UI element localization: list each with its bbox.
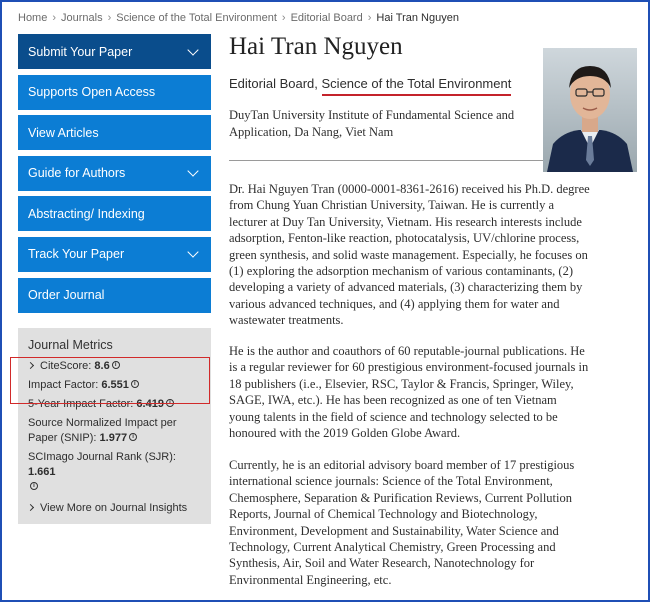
submit-paper-button[interactable]: [18, 34, 211, 69]
breadcrumb: [18, 12, 459, 24]
five-year-value: 6.419: [136, 398, 164, 410]
abstracting-indexing-button[interactable]: [18, 196, 211, 231]
metrics-title: Journal Metrics: [28, 338, 113, 352]
track-paper-button[interactable]: [18, 237, 211, 272]
snip-value: 1.977: [99, 432, 128, 444]
citescore-value: 8.6: [94, 360, 110, 372]
sidebar-item-label: Submit Your Paper: [28, 44, 133, 59]
profile-role: [229, 76, 511, 91]
chevron-down-icon: [187, 44, 198, 55]
info-icon[interactable]: i: [112, 361, 120, 369]
chevron-down-icon: [187, 166, 198, 177]
order-journal-button[interactable]: [18, 278, 211, 313]
breadcrumb-current: Hai Tran Nguyen: [376, 12, 459, 24]
info-icon[interactable]: i: [129, 433, 137, 441]
info-icon[interactable]: i: [166, 399, 174, 407]
profile-name: Hai Tran Nguyen: [229, 33, 403, 60]
view-articles-button[interactable]: [18, 115, 211, 150]
breadcrumb-journals[interactable]: Journals: [61, 12, 103, 24]
chevron-right-icon: ›: [281, 12, 286, 24]
journal-link[interactable]: Science of the Total Environment: [322, 76, 512, 96]
chevron-right-icon: ›: [52, 12, 57, 24]
profile-affiliation: DuyTan University Institute of Fundamental Science and Application, Da Nang, Viet Nam: [229, 108, 515, 139]
sidebar-item-label: Order Journal: [28, 288, 105, 303]
snip-label: Source Normalized Impact per Paper (SNIP):: [28, 417, 177, 444]
journal-insights-link[interactable]: [28, 501, 201, 516]
chevron-right-icon: [27, 504, 34, 511]
sidebar-item-label: View Articles: [28, 125, 99, 140]
chevron-right-icon: ›: [367, 12, 372, 24]
sjr-row: [28, 450, 201, 495]
breadcrumb-editorial-board[interactable]: Editorial Board: [290, 12, 363, 24]
bio-paragraph: Dr. Hai Nguyen Tran (0000-0001-8361-2616) received his Ph.D. degree from Chung Yuan Christian University, Taiwan. He is currently a lecturer at Duy Tan University, Vietnam. His research interests include adsorption, Fenton-like reaction, photocatalysis, UV/chlorine process, green synthesis, and solid waste management. Especially, he focuses on (1) exploring the adsorption mechanism of various contaminants, (2) developing a variety of advanced materials, (3) characterizing them by various advanced techniques, and (4) applying them for water and wastewater treatments.: [229, 182, 590, 328]
breadcrumb-journal[interactable]: Science of the Total Environment: [116, 12, 277, 24]
snip-row: [28, 416, 201, 446]
impact-factor-value: 6.551: [101, 379, 129, 391]
sidebar-item-label: Supports Open Access: [28, 85, 156, 100]
bio-paragraph: He is the author and coauthors of 60 reputable-journal publications. He is a regular reviewer for 60 prestigious environment-focused journals in 18 publishers (i.e., Elsevier, RSC, Taylor & Francis, Springer, Wiley, SAGE, IWA, etc.). He has been recognized as one of ten Vietnam young talents in the field of science and technology selected to be honoured with the 2019 Golden Globe Award.: [229, 344, 589, 441]
journal-insights-label: View More on Journal Insights: [40, 502, 188, 514]
profile-photo: [543, 48, 637, 172]
chevron-down-icon: [187, 247, 198, 258]
sidebar-item-label: Guide for Authors: [28, 166, 126, 181]
open-access-button[interactable]: [18, 75, 211, 110]
info-icon[interactable]: i: [30, 482, 38, 490]
chevron-right-icon: ›: [107, 12, 112, 24]
citescore-label: CiteScore:: [40, 360, 92, 372]
metrics-highlight-box: [10, 357, 210, 404]
sidebar-item-label: Track Your Paper: [28, 247, 125, 262]
sjr-value: 1.661: [28, 466, 56, 478]
sjr-label: SCImago Journal Rank (SJR):: [28, 451, 176, 463]
impact-factor-label: Impact Factor:: [28, 379, 99, 391]
sidebar-nav: [18, 34, 211, 318]
guide-for-authors-button[interactable]: [18, 156, 211, 191]
sidebar-item-label: Abstracting/ Indexing: [28, 206, 145, 221]
role-prefix: Editorial Board,: [229, 76, 318, 91]
five-year-label: 5-Year Impact Factor:: [28, 398, 134, 410]
info-icon[interactable]: i: [131, 380, 139, 388]
bio-paragraph: Currently, he is an editorial advisory board member of 17 prestigious international science journals: Science of the Total Environment, Chemosphere, Separation & Purification Reviews, Current Pollution Reports, Journal of Chemical Technology and Biotechnology, Environment, Development and Sustainability, Water Science and Technology, Current Analytical Chemistry, Green Processing and Synthesis, Air, Soil and Water Research, Nanotechnology for Environmental Engineering, etc.: [229, 458, 575, 587]
breadcrumb-home[interactable]: Home: [18, 12, 48, 24]
